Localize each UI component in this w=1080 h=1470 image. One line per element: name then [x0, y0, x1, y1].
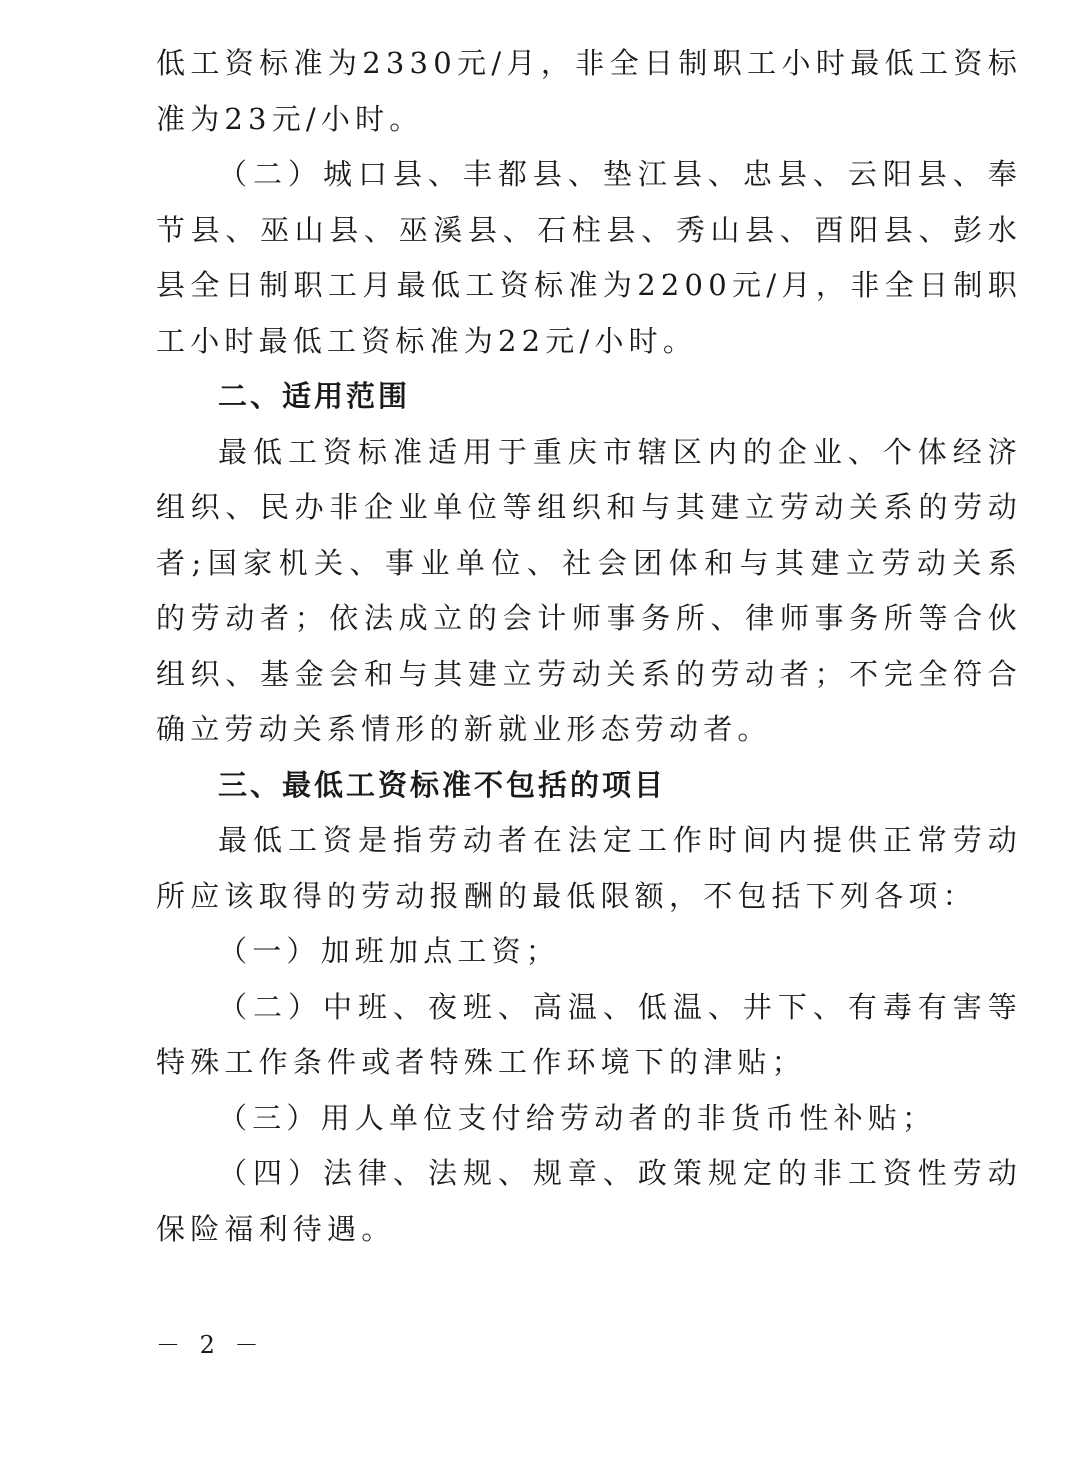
- page-number: － 2 －: [156, 1331, 265, 1359]
- list-item-exclusion-2: （二）中班、夜班、高温、低温、井下、有毒有害等特殊工作条件或者特殊工作环境下的津贴；: [156, 989, 1022, 1079]
- section-heading-scope: 二、适用范围: [218, 379, 411, 413]
- list-item-exclusion-3: （三）用人单位支付给劳动者的非货币性补贴；: [218, 1100, 937, 1135]
- list-item-exclusion-4: （四）法律、法规、规章、政策规定的非工资性劳动保险福利待遇。: [156, 1156, 1022, 1246]
- list-item-exclusion-1: （一）加班加点工资；: [218, 934, 561, 968]
- paragraph-minimum-wage-definition: 最低工资是指劳动者在法定工作时间内提供正常劳动所应该取得的劳动报酬的最低限额，不包括下列各项：: [156, 823, 1022, 913]
- section-heading-exclusions: 三、最低工资标准不包括的项目: [218, 767, 667, 802]
- paragraph-wage-standard-tier1-continued: 低工资标准为2330元/月，非全日制职工小时最低工资标准为23元/小时。: [156, 46, 1022, 136]
- paragraph-scope: 最低工资标准适用于重庆市辖区内的企业、个体经济组织、民办非企业单位等组织和与其建立劳动关系的劳动者;国家机关、事业单位、社会团体和与其建立劳动关系的劳动者；依法成立的会计师事务所、律师事务所等合伙组织、基金会和与其建立劳动关系的劳动者；不完全符合确立劳动关系情形的新就业形态劳动者。: [156, 434, 1022, 746]
- document-body: [156, 36, 1022, 1257]
- paragraph-wage-standard-tier2: （二）城口县、丰都县、垫江县、忠县、云阳县、奉节县、巫山县、巫溪县、石柱县、秀山县、酉阳县、彭水县全日制职工月最低工资标准为2200元/月，非全日制职工小时最低工资标准为22元/小时。: [156, 157, 1022, 358]
